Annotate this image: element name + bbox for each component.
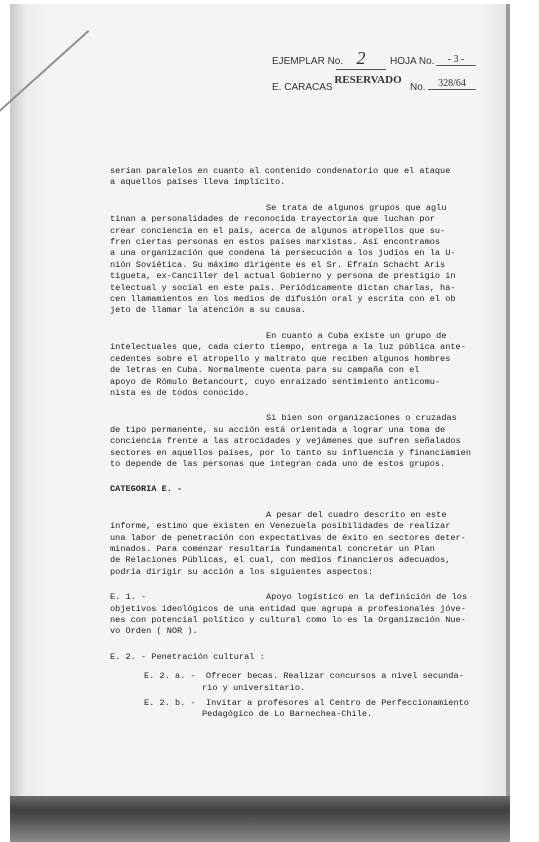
text-line: Pedagógico de Lo Barnechea-Chile. (202, 709, 373, 720)
text-line: intelectuales que, cada cierto tiempo, entrega a la luz pública ante- (110, 342, 466, 353)
item-e1-first-line (110, 592, 466, 603)
text-line: to depende de las personas que integran cada uno de estos grupos. (110, 458, 446, 469)
text-line: cen llamamientos en los medios de difusión oral y escrita con el ob (110, 294, 456, 305)
item-e2a-first-line (144, 671, 466, 682)
paragraph-3 (110, 331, 466, 399)
item-e1 (110, 592, 466, 638)
paragraph-1 (110, 166, 466, 189)
text-line: vo Orden ( NOR ). (110, 626, 198, 637)
text-line: Apoyo logístico en la definición de los (266, 592, 468, 603)
text-line: una labor de penetración con expectativas de éxito en sectores deter- (110, 532, 466, 543)
item-e1-label: E. 1. - (110, 592, 147, 603)
caracas-label: E. CARACAS (272, 82, 333, 93)
text-line: Se trata de algunos grupos que aglu (266, 202, 447, 213)
document-header (272, 48, 482, 96)
item-e2-title: Penetración cultural : (151, 651, 265, 662)
category-heading: CATEGORIA E. - (110, 484, 183, 495)
text-line: de Relaciones Públicas, el cual, con medios financieros adecuados, (110, 555, 451, 566)
ejemplar-value: 2 (336, 48, 386, 70)
page-edge (506, 4, 510, 800)
text-line: serían paralelos en cuanto al contenido condenatorio que el ataque (110, 166, 451, 176)
number-value: 328/64 (428, 78, 476, 90)
scan-shadow (10, 796, 510, 842)
item-e2 (110, 652, 466, 663)
text-line: a aquellos países lleva implícito. (110, 177, 286, 188)
text-line: crear conciencia en el país, acerca de algunos atropellos que su- (110, 225, 446, 236)
text-line: tinan a personalidades de reconocida trayectoria que luchan por (110, 214, 435, 225)
text-line: A pesar del cuadro descrito en este (266, 509, 447, 520)
text-line: informe, estimo que existen en Venezuela posibilidades de realizar (110, 521, 451, 532)
text-line: podría dirigir su acción a los siguientes aspectos: (110, 566, 374, 577)
text-line: Ofrecer becas. Realizar concursos a nivel secunda- (205, 671, 464, 682)
item-e2b-label: E. 2. b. - (144, 698, 196, 709)
text-line: minados. Para comenzar resultaría fundamental concretar un Plan (110, 543, 435, 554)
item-e2a-label: E. 2. a. - (144, 671, 196, 682)
item-e2b (110, 698, 469, 721)
text-line: telectual y social en este país. Periódicamente dictan charlas, ha- (110, 282, 456, 293)
reservado-stamp: RESERVADO (334, 74, 402, 86)
text-line: Si bien son organizaciones o cruzadas (266, 413, 457, 424)
text-line: apoyo de Rómulo Betancourt, cuyo enraizado sentimiento anticomu- (110, 376, 441, 387)
text-line: objetivos ideológicos de una entidad que agrupa a profesionales jóve- (110, 603, 466, 614)
text-line: tigueta, ex-Canciller del actual Gobierno y persona de prestigio in (110, 271, 456, 282)
item-e2-label: E. 2. - (110, 651, 147, 662)
item-e2a (110, 671, 466, 694)
text-line: En cuanto a Cuba existe un grupo de (266, 330, 447, 341)
text-line: nista es de todos conocido. (110, 387, 250, 398)
text-line: cedentes sobre el atropello y maltrato que reciben algunos hombres (110, 353, 451, 364)
text-line: sectores en aquellos países, por lo tanto su influencia y financiamien (110, 447, 471, 458)
text-line: conciencia frente a las atrocidades y vejámenes que sufren señalados (110, 436, 461, 447)
text-line: a una organización que condena la persecución a los judíos en la U- (110, 248, 456, 259)
hoja-value: - 3 - (436, 54, 476, 66)
text-line: de tipo permanente, su acción está orientada a lograr una toma de (110, 424, 446, 435)
text-line: jeto de llamar la atención a su causa. (110, 305, 306, 316)
paragraph-4 (110, 413, 471, 470)
text-line: rio y universitario. (202, 682, 306, 693)
document-body (110, 166, 471, 735)
text-line: de letras en Cuba. Normalmente cuenta para su campaña con el (110, 365, 420, 376)
text-line: fren ciertas personas en estos países marxistas. Así encontramos (110, 237, 441, 248)
item-e2-first-line (110, 652, 466, 663)
text-line: nión Soviética. Su máximo dirigente es el Sr. Efraín Schacht Aris (110, 259, 446, 270)
number-label: No. (410, 82, 426, 93)
item-e2b-first-line (144, 698, 469, 709)
paragraph-category-e (110, 510, 466, 578)
paragraph-2 (110, 203, 466, 317)
text-line: nes con potencial político y cultural como lo es la Organización Nue- (110, 615, 466, 625)
hoja-label: HOJA No. (390, 56, 435, 67)
text-line: Invitar a profesores al Centro de Perfeccionamiento (205, 698, 469, 709)
ejemplar-label: EJEMPLAR No. (272, 56, 344, 67)
